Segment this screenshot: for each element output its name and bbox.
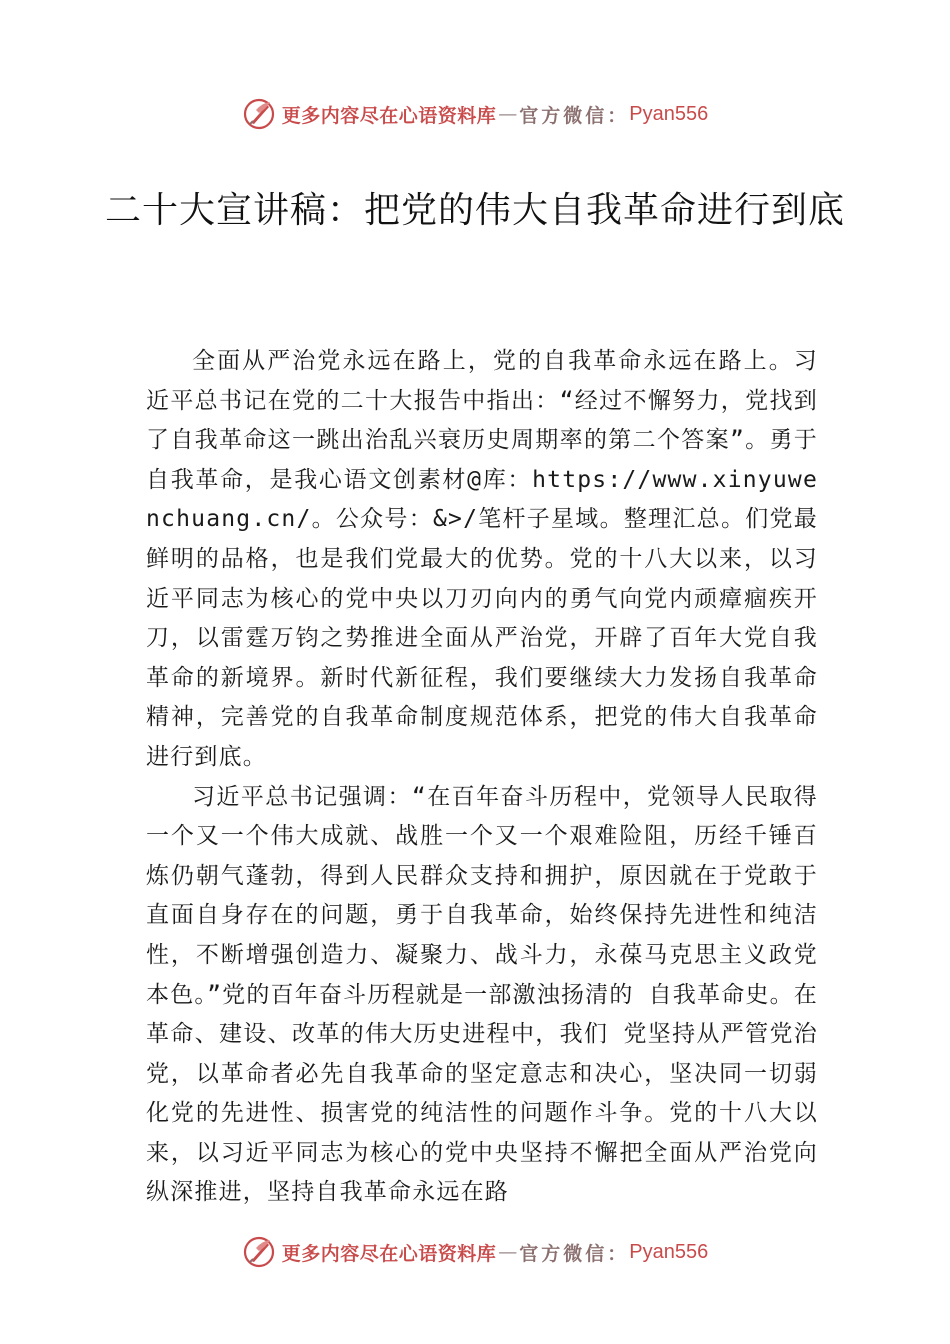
quill-pen-logo-icon — [242, 1235, 276, 1269]
banner-dash: — — [498, 103, 518, 125]
header-watermark-banner — [0, 94, 950, 134]
quill-pen-logo-icon — [242, 97, 276, 131]
wechat-label: 官方微信： — [519, 104, 630, 127]
document-body — [146, 342, 818, 1213]
footer-watermark-banner — [0, 1232, 950, 1272]
paragraph: 全面从严治党永远在路上，党的自我革命永远在路上。习近平总书记在党的二十大报告中指出：“经过不懈努力，党找到了自我革命这一跳出治乱兴衰历史周期率的第二个答案”。勇于自我革命，是我心语文创素材@库：https://www.xinyuwenchuang.cn/。公众号：&>/笔杆子星域。整理汇总。们党最鲜明的品格，也是我们党最大的优势。党的十八大以来，以习近平同志为核心的党中央以刀刃向内的勇气向党内顽瘴痼疾开刀，以雷霆万钧之势推进全面从严治党，开辟了百年大党自我革命的新境界。新时代新征程，我们要继续大力发扬自我革命精神，完善党的自我革命制度规范体系，把党的伟大自我革命进行到底。 — [146, 348, 818, 770]
paragraph: 习近平总书记强调：“在百年奋斗历程中，党领导人民取得一个又一个伟大成就、战胜一个又一个艰难险阻，历经千锤百炼仍朝气蓬勃，得到人民群众支持和拥护，原因就在于党敢于直面自身存在的问题，勇于自我革命，始终保持先进性和纯洁性，不断增强创造力、凝聚力、战斗力，永葆马克思主义政党本色。”党的百年奋斗历程就是一部激浊扬清的 自我革命史。在革命、建设、改革的伟大历史进程中，我们 党坚持从严管党治党，以革命者必先自我革命的坚定意志和决心，坚决同一切弱化党的先进性、损害党的纯洁性的问题作斗争。党的十八大以来，以习近平同志为核心的党中央坚持不懈把全面从严治党向纵深推进，坚持自我革命永远在路 — [146, 783, 818, 1206]
wechat-id: Pyan556 — [629, 1240, 709, 1263]
banner-slogan: 更多内容尽在心语资料库 — [281, 104, 497, 127]
banner-dash: — — [498, 1241, 518, 1263]
wechat-label: 官方微信： — [519, 1242, 630, 1265]
wechat-id: Pyan556 — [629, 102, 709, 125]
banner-slogan: 更多内容尽在心语资料库 — [281, 1242, 497, 1265]
document-title: 二十大宣讲稿：把党的伟大自我革命进行到底 — [104, 190, 845, 231]
